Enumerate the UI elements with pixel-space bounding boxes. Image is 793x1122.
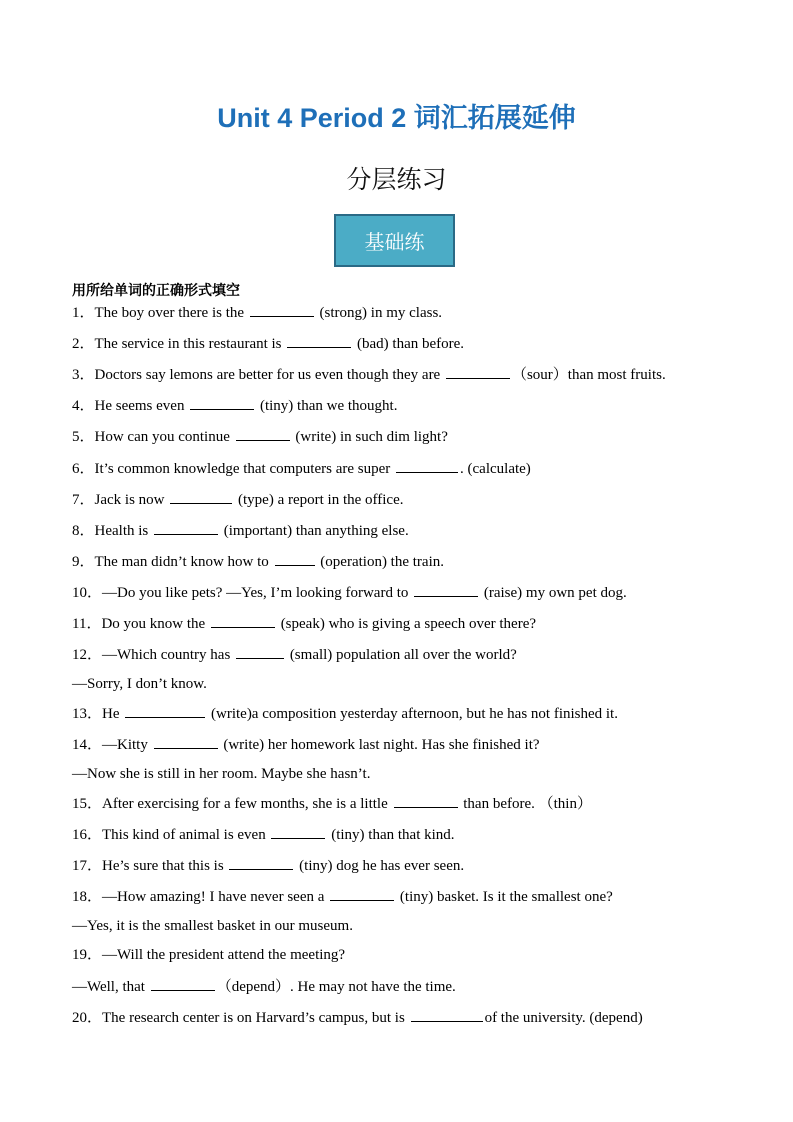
- answer-blank[interactable]: [125, 703, 205, 718]
- exercise-item-17: 17．He’s sure that this is (tiny) dog he has ever seen.: [72, 855, 464, 876]
- exercise-item-7: 7．Jack is now (type) a report in the office.: [72, 489, 403, 510]
- exercise-item-19-reply: —Well, that （depend）. He may not have the time.: [72, 976, 456, 997]
- exercise-item-16: 16．This kind of animal is even (tiny) than that kind.: [72, 824, 455, 845]
- exercise-item-14: 14．—Kitty (write) her homework last night. Has she finished it?: [72, 734, 540, 755]
- answer-blank[interactable]: [250, 302, 314, 317]
- answer-blank[interactable]: [414, 582, 478, 597]
- answer-blank[interactable]: [330, 886, 394, 901]
- answer-blank[interactable]: [229, 855, 293, 870]
- answer-blank[interactable]: [236, 426, 290, 441]
- exercise-item-18-reply: —Yes, it is the smallest basket in our museum.: [72, 918, 353, 934]
- exercise-item-15: 15．After exercising for a few months, she is a little than before. （thin）: [72, 793, 592, 814]
- answer-blank[interactable]: [411, 1007, 483, 1022]
- exercise-item-20: 20．The research center is on Harvard’s campus, but is of the university. (depend): [72, 1007, 643, 1028]
- exercise-item-11: 11．Do you know the (speak) who is giving a speech over there?: [72, 613, 536, 634]
- page-title: Unit 4 Period 2 词汇拓展延伸: [217, 103, 576, 133]
- exercise-item-10: 10．—Do you like pets? —Yes, I’m looking forward to (raise) my own pet dog.: [72, 582, 627, 603]
- exercise-item-18: 18．—How amazing! I have never seen a (tiny) basket. Is it the smallest one?: [72, 886, 613, 907]
- exercise-item-12-reply: —Sorry, I don’t know.: [72, 676, 207, 692]
- exercise-item-2: 2．The service in this restaurant is (bad) than before.: [72, 333, 464, 354]
- exercise-item-4: 4．He seems even (tiny) than we thought.: [72, 395, 397, 416]
- answer-blank[interactable]: [211, 613, 275, 628]
- exercise-item-19: 19．—Will the president attend the meeting?: [72, 947, 346, 963]
- exercise-item-1: 1．The boy over there is the (strong) in my class.: [72, 302, 442, 323]
- exercise-item-12: 12．—Which country has (small) population all over the world?: [72, 644, 517, 665]
- answer-blank[interactable]: [236, 644, 284, 659]
- exercise-item-14-reply: —Now she is still in her room. Maybe she hasn’t.: [72, 766, 371, 782]
- answer-blank[interactable]: [287, 333, 351, 348]
- answer-blank[interactable]: [271, 824, 325, 839]
- answer-blank[interactable]: [396, 458, 458, 473]
- answer-blank[interactable]: [446, 364, 510, 379]
- answer-blank[interactable]: [154, 734, 218, 749]
- exercise-item-13: 13．He (write)a composition yesterday afternoon, but he has not finished it.: [72, 703, 618, 724]
- page-subtitle: 分层练习: [346, 165, 447, 194]
- exercise-item-6: 6．It’s common knowledge that computers are super . (calculate): [72, 458, 531, 479]
- instruction-heading: 用所给单词的正确形式填空: [72, 283, 240, 299]
- answer-blank[interactable]: [190, 395, 254, 410]
- exercise-item-9: 9．The man didn’t know how to (operation) the train.: [72, 551, 444, 572]
- answer-blank[interactable]: [394, 793, 458, 808]
- answer-blank[interactable]: [151, 976, 215, 991]
- exercise-item-5: 5．How can you continue (write) in such dim light?: [72, 426, 448, 447]
- answer-blank[interactable]: [170, 489, 232, 504]
- answer-blank[interactable]: [275, 551, 315, 566]
- exercise-item-8: 8．Health is (important) than anything else.: [72, 520, 409, 541]
- exercise-item-3: 3．Doctors say lemons are better for us even though they are （sour）than most fruits.: [72, 364, 666, 385]
- answer-blank[interactable]: [154, 520, 218, 535]
- section-badge: 基础练: [334, 214, 455, 267]
